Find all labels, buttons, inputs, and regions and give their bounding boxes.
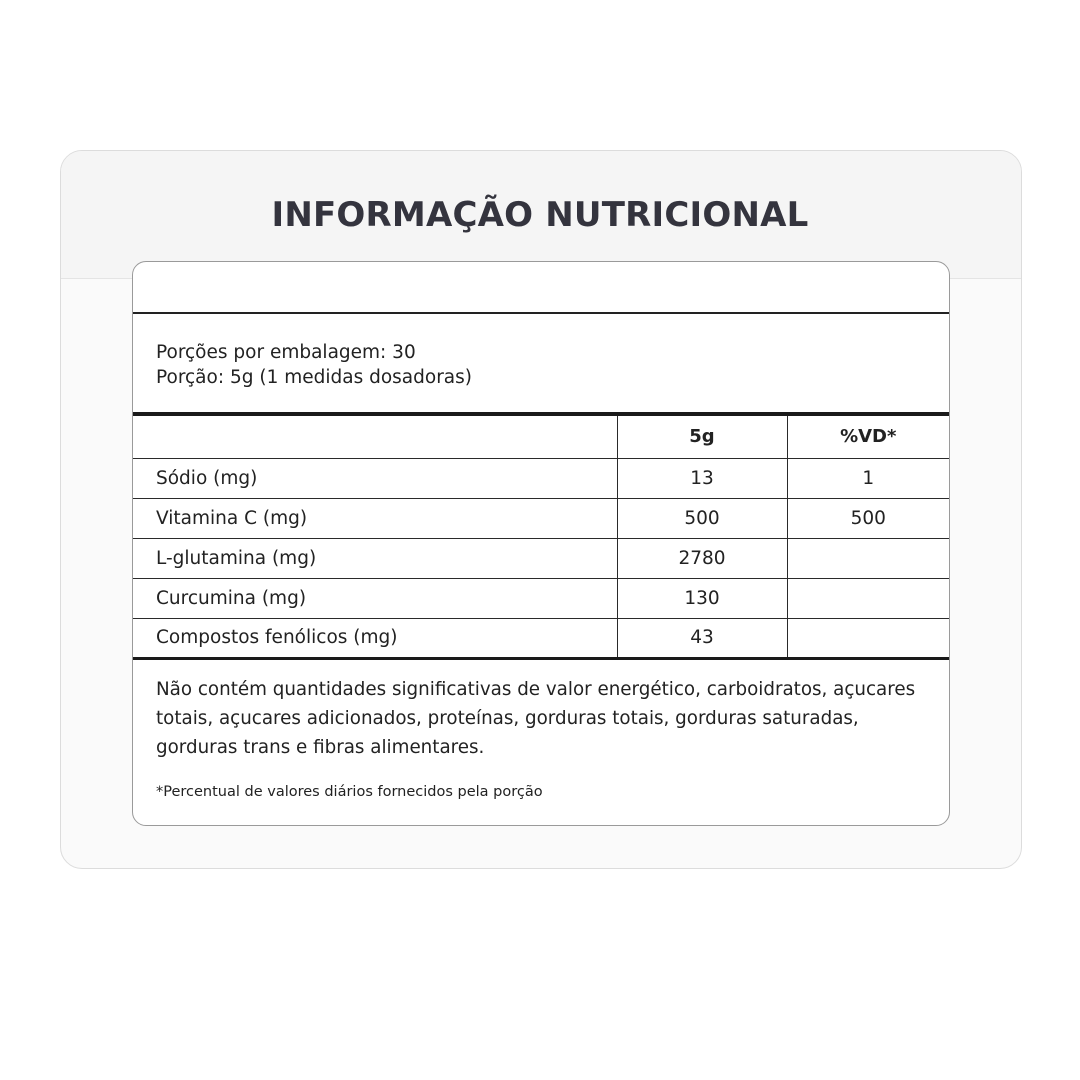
page-title: INFORMAÇÃO NUTRICIONAL: [271, 195, 809, 235]
nutrient-vd: [787, 538, 949, 578]
nutrient-name: Curcumina (mg): [133, 578, 617, 618]
nutrient-amount: 43: [617, 618, 787, 658]
table-row: [133, 578, 949, 618]
vd-footnote: *Percentual de valores diários fornecidos pela porção: [156, 783, 543, 800]
table-row: [133, 618, 949, 658]
nutrient-name: Vitamina C (mg): [133, 498, 617, 538]
nutrient-amount: 130: [617, 578, 787, 618]
header-vd: %VD*: [787, 416, 949, 458]
table-row: [133, 498, 949, 538]
nutrient-name: Sódio (mg): [133, 458, 617, 498]
nutrient-amount: 500: [617, 498, 787, 538]
header-amount: 5g: [617, 416, 787, 458]
nutrient-vd: 500: [787, 498, 949, 538]
nutrient-amount: 13: [617, 458, 787, 498]
nutrient-amount: 2780: [617, 538, 787, 578]
nutrient-name: Compostos fenólicos (mg): [133, 618, 617, 658]
nutrition-table: [133, 416, 949, 660]
header-nutrient: [133, 416, 617, 458]
nutrient-vd: [787, 578, 949, 618]
portions-per-package: Porções por embalagem: 30: [156, 342, 416, 363]
table-row: [133, 458, 949, 498]
label-top-blank: [133, 262, 949, 314]
portion-size: Porção: 5g (1 medidas dosadoras): [156, 367, 472, 388]
nutrient-vd: 1: [787, 458, 949, 498]
nutrition-note: Não contém quantidades significativas de valor energético, carboidratos, açucares totais, açucares adicionados, proteínas, gorduras totais, gorduras saturadas, gorduras trans e fibras alimentares.: [156, 678, 916, 758]
nutrition-label: [132, 261, 950, 826]
portion-info: [133, 314, 949, 416]
table-row: [133, 538, 949, 578]
table-header-row: [133, 416, 949, 458]
nutrient-vd: [787, 618, 949, 658]
nutrient-name: L-glutamina (mg): [133, 538, 617, 578]
